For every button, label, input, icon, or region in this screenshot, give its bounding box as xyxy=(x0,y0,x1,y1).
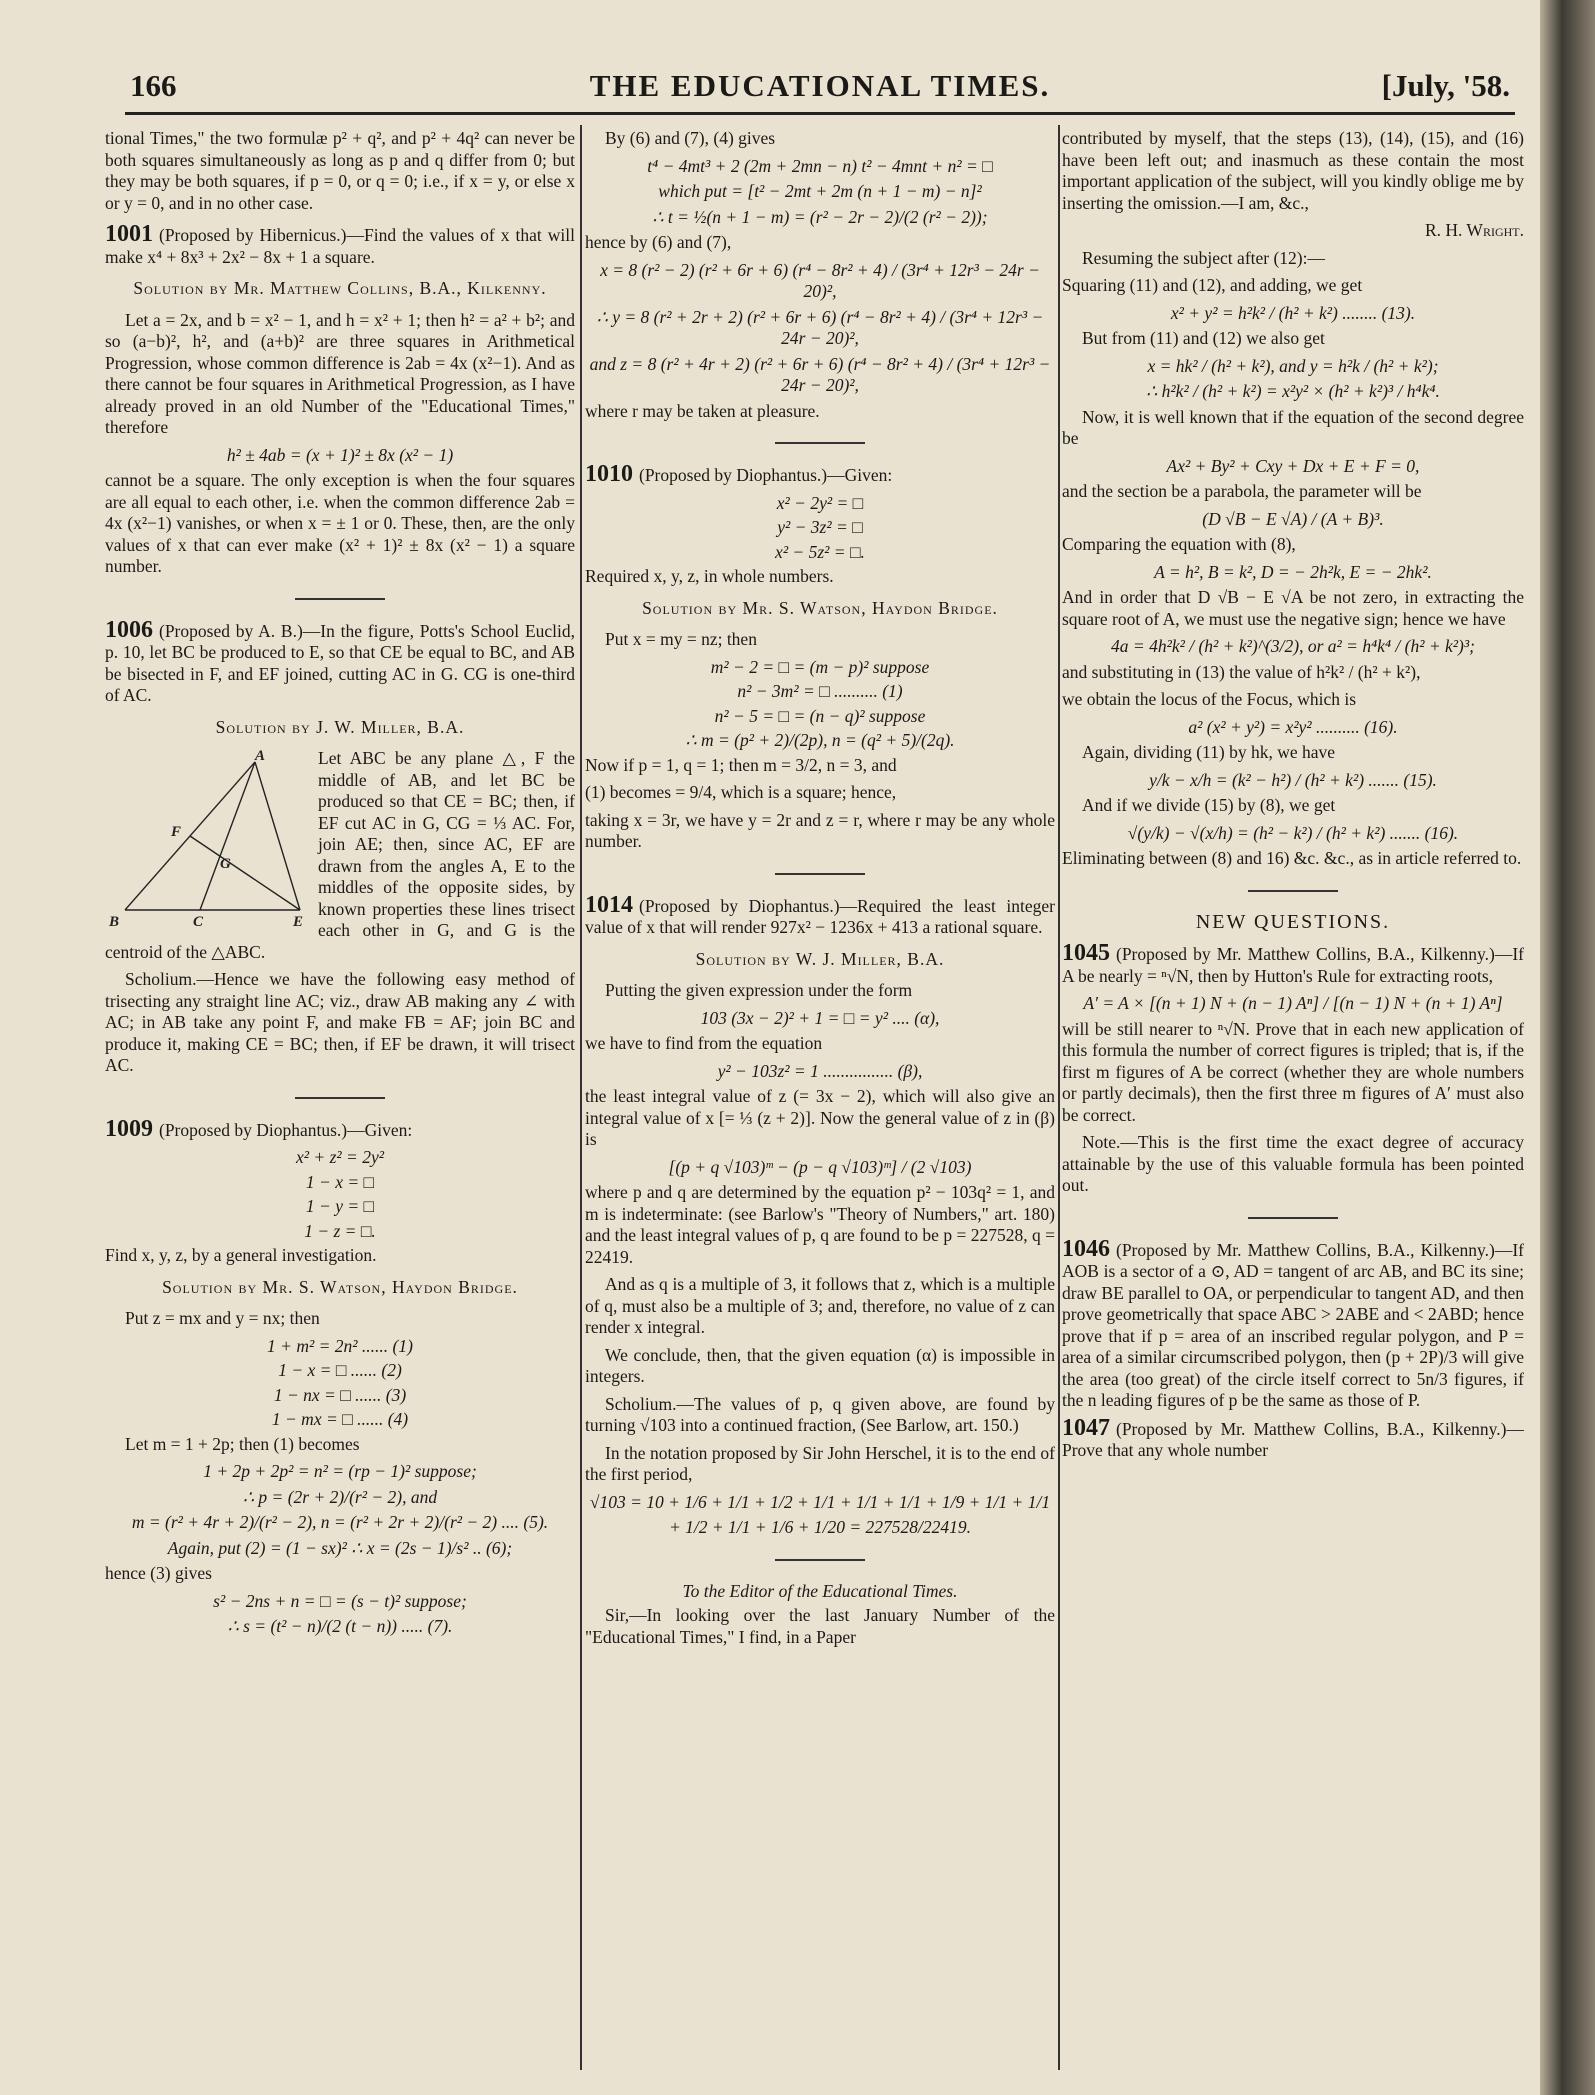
paragraph: And in order that D √B − E √A be not zero, in extracting the square root of A, we must use the negative sign; hence we have xyxy=(1062,587,1524,629)
label-b: B xyxy=(109,914,120,928)
equation: 1 − x = □ xyxy=(305,1171,375,1192)
section-separator xyxy=(295,598,385,600)
equation: 1 − mx = □ ...... (4) xyxy=(271,1409,409,1429)
question-1014 xyxy=(585,891,1055,939)
section-separator xyxy=(775,442,865,444)
equation: A = h², B = k², D = − 2h²k, E = − 2hk². xyxy=(1154,561,1432,582)
equation: y² − 3z² = □ xyxy=(777,517,863,537)
paragraph: Let m = 1 + 2p; then (1) becomes xyxy=(125,1433,360,1454)
column-divider-1 xyxy=(580,125,582,2070)
solution-heading: Solution by Mr. S. Watson, Haydon Bridge. xyxy=(642,597,998,618)
equation: + 1/2 + 1/1 + 1/6 + 1/20 = 227528/22419. xyxy=(668,1517,972,1537)
question-number: 1010 xyxy=(585,461,633,487)
journal-title: THE EDUCATIONAL TIMES. xyxy=(589,68,1051,103)
label-g: G xyxy=(220,856,231,872)
equation: ∴ p = (2r + 2)/(r² − 2), and xyxy=(242,1486,438,1507)
equation: x² − 5z² = □. xyxy=(775,541,865,562)
equation: m = (r² + 4r + 2)/(r² − 2), n = (r² + 2r + 2)/(r² − 2) .... (5). xyxy=(131,1512,549,1532)
equation: h² ± 4ab = (x + 1)² ± 8x (x² − 1) xyxy=(226,444,454,465)
column-3 xyxy=(1062,128,1524,2068)
question-number: 1009 xyxy=(105,1115,153,1142)
paragraph: Let a = 2x, and b = x² − 1, and h = x² + 1; then h² = a² + b²; and so (a−b)², h², and (a+b)² are three squares in Arithmetical Progression, whose common difference is 2ab = 4x (x²−1). And as there cannot be four squares in Arithmetical Progression, as I have already proved in an old Number of the "Educational Times," therefore xyxy=(105,309,575,437)
label-c: C xyxy=(193,914,204,928)
equation: t⁴ − 4mt³ + 2 (2m + 2mn − n) t² − 4mnt + n² = □ xyxy=(647,155,993,176)
equation: Again, put (2) = (1 − sx)² ∴ x = (2s − 1)/s² .. (6); xyxy=(167,1537,513,1558)
equation: √(y/k) − √(x/h) = (h² − k²) / (h² + k²) ....... (16). xyxy=(1127,822,1459,843)
question-number: 1045 xyxy=(1062,940,1110,966)
question-1009 xyxy=(105,1115,575,1142)
paragraph: will be still nearer to ⁿ√N. Prove that in each new application of this formula the number of correct figures is tripled; that is, if the first m figures of A be correct (whether they are whole numbers or partly decimals), then the first three m figures of A′ must also be correct. xyxy=(1062,1018,1524,1125)
page-binding-edge xyxy=(1540,0,1595,2095)
equation: 1 − x = □ ...... (2) xyxy=(278,1360,402,1380)
question-text: (Proposed by Mr. Matthew Collins, B.A., Kilkenny.)—If A be nearly = ⁿ√N, then by Hutton's Rule for extracting roots, xyxy=(1062,944,1524,986)
paragraph: Scholium.—The values of p, q given above, are found by turning √103 into a continued fraction, (See Barlow, art. 150.) xyxy=(585,1393,1055,1435)
question-text: (Proposed by Diophantus.)—Given: xyxy=(159,1119,413,1140)
paragraph: Putting the given expression under the form xyxy=(605,980,913,1000)
letter-heading: To the Editor of the Educational Times. xyxy=(682,1580,958,1601)
equation: ∴ s = (t² − n)/(2 (t − n)) ..... (7). xyxy=(227,1616,453,1636)
equation: A′ = A × [(n + 1) N + (n − 1) Aⁿ] / [(n − 1) N + (n + 1) Aⁿ] xyxy=(1083,993,1503,1013)
question-number: 1047 xyxy=(1062,1414,1110,1441)
equation: (D √B − E √A) / (A + B)³. xyxy=(1202,508,1384,529)
question-1006 xyxy=(105,616,575,707)
paragraph: In the notation proposed by Sir John Herschel, it is to the end of the first period, xyxy=(585,1442,1055,1484)
equation: ∴ y = 8 (r² + 2r + 2) (r² + 6r + 6) (r⁴ − 8r² + 4) / (3r⁴ + 12r³ − 24r − 20)², xyxy=(596,306,1044,348)
paragraph: cannot be a square. The only exception is when the four squares are all equal to each other, i.e. when the common difference 2ab = 4x (x²−1) vanishes, or when x = ± 1 or 0. These, then, are the only values of x that can ever make (x² + 1)² ± 8x (x² − 1) a square number. xyxy=(105,470,575,576)
signature: R. H. Wright. xyxy=(1424,220,1524,240)
question-text: (Proposed by Mr. Matthew Collins, B.A., Kilkenny.)—Prove that any whole number xyxy=(1062,1418,1524,1460)
paragraph: tional Times," the two formulæ p² + q², and p² + 4q² can never be both squares simultaneously as long as p and q differ from 0; but they may be both squares, if p = 0, or q = 0; i.e., if x = y, or else x or y = 0, and in no other case. xyxy=(105,128,575,213)
paragraph: Resuming the subject after (12):— xyxy=(1082,247,1325,268)
equation: a² (x² + y²) = x²y² .......... (16). xyxy=(1188,716,1398,737)
paragraph: Let ABC be any plane △, F the middle of AB, and let BC be produced so that CE = BC; then, if EF cut AC in G, CG = ⅓ AC. For, join AE; then, since AC, EF are drawn from the angles A, E to the middles of the opposite sides, by known properties these lines trisect each other in G, and G is the centroid of the △ABC. xyxy=(105,748,575,962)
question-1047 xyxy=(1062,1414,1524,1462)
equation: [(p + q √103)ᵐ − (p − q √103)ᵐ] / (2 √103) xyxy=(668,1156,972,1177)
page-number: 166 xyxy=(130,68,177,103)
question-text: (Proposed by Mr. Matthew Collins, B.A., Kilkenny.)—If AOB is a sector of a ⊙, AD = tangent of arc AB, and BC its sine; draw BE parallel to OA, or perpendicular to tangent AD, and then prove geometrically that space ABC > 2ABE and < 2ABD; hence prove that if p = area of an inscribed regular polygon, and P = area of a similar circumscribed polygon, then (p + 2P)/3 will give the area (too great) of the circle itself correct to 5n/3 figures, if the n leading figures of p be the same as those of P. xyxy=(1062,1239,1524,1410)
new-questions-heading: NEW QUESTIONS. xyxy=(1195,910,1391,933)
equation: x² + z² = 2y² xyxy=(296,1147,384,1167)
paragraph: And if we divide (15) by (8), we get xyxy=(1082,795,1336,815)
paragraph: We conclude, then, that the given equation (α) is impossible in integers. xyxy=(585,1344,1055,1386)
equation: ∴ h²k² / (h² + k²) = x²y² × (h² + k²)³ / h⁴k⁴. xyxy=(1146,381,1440,401)
paragraph: where r may be taken at pleasure. xyxy=(585,400,820,421)
paragraph: contributed by myself, that the steps (13), (14), (15), and (16) have been left out; and inasmuch as these contain the most important application of the subject, will you kindly oblige me by inserting the omission.—I am, &c., xyxy=(1062,128,1524,213)
section-separator xyxy=(775,873,865,875)
paragraph: Scholium.—Hence we have the following easy method of trisecting any straight line AC; viz., draw AB making any ∠ with AC; in AB take any point F, and make FB = AF; join BC and produce it, making CE = BC; then, if EF be drawn, it will trisect AC. xyxy=(105,969,575,1075)
triangle-figure xyxy=(105,750,310,928)
paragraph: Squaring (11) and (12), and adding, we get xyxy=(1062,275,1363,295)
equation: n² − 3m² = □ .......... (1) xyxy=(737,681,903,701)
label-f: F xyxy=(171,824,182,840)
solution-heading: Solution by W. J. Miller, B.A. xyxy=(695,948,945,969)
paragraph: where p and q are determined by the equation p² − 103q² = 1, and m is indeterminate: (see Barlow's "Theory of Numbers," art. 180) and the least integral values of p, q are found to be p = 227528, q = 22419. xyxy=(585,1182,1055,1267)
question-number: 1001 xyxy=(105,221,153,247)
paragraph: hence by (6) and (7), xyxy=(585,232,732,252)
masthead xyxy=(130,68,1510,118)
paragraph: we have to find from the equation xyxy=(585,1033,823,1053)
question-number: 1006 xyxy=(105,616,153,643)
equation: x = 8 (r² − 2) (r² + 6r + 6) (r⁴ − 8r² + 4) / (3r⁴ + 12r³ − 24r − 20)², xyxy=(600,259,1040,301)
column-1 xyxy=(105,128,575,2068)
solution-heading: Solution by J. W. Miller, B.A. xyxy=(215,716,465,737)
question-text: (Proposed by Hibernicus.)—Find the values of x that will make x⁴ + 8x³ + 2x² − 8x + 1 a square. xyxy=(105,225,575,267)
paragraph: (1) becomes = 9/4, which is a square; hence, xyxy=(585,782,897,802)
section-separator xyxy=(1248,1217,1338,1219)
paragraph: But from (11) and (12) we also get xyxy=(1082,328,1325,348)
column-divider-2 xyxy=(1058,125,1060,2070)
equation: and z = 8 (r² + 4r + 2) (r² + 6r + 6) (r⁴ − 8r² + 4) / (3r⁴ + 12r³ − 24r − 20)², xyxy=(589,353,1051,395)
equation: which put = [t² − 2mt + 2m (n + 1 − m) − n]² xyxy=(658,181,982,201)
equation: 1 + m² = 2n² ...... (1) xyxy=(267,1335,413,1356)
paragraph: Put x = my = nz; then xyxy=(605,629,757,649)
equation: y/k − x/h = (k² − h²) / (h² + k²) ....... (15). xyxy=(1149,769,1437,790)
header-rule xyxy=(125,112,1515,115)
paragraph: And as q is a multiple of 3, it follows that z, which is a multiple of q, must also be a multiple of 3; and, therefore, no value of z can render x integral. xyxy=(585,1274,1055,1337)
line-fe xyxy=(190,836,300,910)
paragraph: Required x, y, z, in whole numbers. xyxy=(585,566,834,586)
question-1046 xyxy=(1062,1235,1524,1412)
equation: m² − 2 = □ = (m − p)² suppose xyxy=(710,656,930,677)
equation: 1 + 2p + 2p² = n² = (rp − 1)² suppose; xyxy=(203,1461,477,1481)
question-number: 1014 xyxy=(585,891,633,918)
line-ac xyxy=(200,762,255,910)
solution-heading: Solution by Mr. Matthew Collins, B.A., Kilkenny. xyxy=(133,278,547,298)
paragraph: Put z = mx and y = nx; then xyxy=(125,1308,320,1328)
equation: y² − 103z² = 1 ................ (β), xyxy=(717,1060,923,1081)
equation: 1 − nx = □ ...... (3) xyxy=(273,1384,407,1405)
paragraph: Sir,—In looking over the last January Number of the "Educational Times," I find, in a Paper xyxy=(585,1605,1055,1647)
equation: x² + y² = h²k² / (h² + k²) ........ (13). xyxy=(1170,302,1416,323)
question-1010 xyxy=(585,461,1055,487)
paragraph: Note.—This is the first time the exact degree of accuracy attainable by the use of this valuable formula has been pointed out. xyxy=(1062,1132,1524,1195)
paragraph: and substituting in (13) the value of h²k² / (h² + k²), xyxy=(1062,661,1421,682)
equation: Ax² + By² + Cxy + Dx + E + F = 0, xyxy=(1166,455,1420,476)
issue-date: [July, '58. xyxy=(1381,68,1510,103)
question-1001 xyxy=(105,221,575,268)
equation: n² − 5 = □ = (n − q)² suppose xyxy=(714,705,926,726)
paragraph: By (6) and (7), (4) gives xyxy=(605,128,776,148)
equation: ∴ t = ½(n + 1 − m) = (r² − 2r − 2)/(2 (r² − 2)); xyxy=(652,206,988,227)
question-text: (Proposed by Diophantus.)—Required the least integer value of x that will render 927x² − 1236x + 413 a rational square. xyxy=(585,895,1055,937)
paragraph: hence (3) gives xyxy=(105,1563,212,1583)
label-a: A xyxy=(255,750,266,764)
question-text: (Proposed by A. B.)—In the figure, Potts's School Euclid, p. 10, let BC be produced to E, so that CE be equal to BC, and AB be bisected in F, and EF joined, cutting AC in G. CG is one-third of AC. xyxy=(105,620,575,705)
section-separator xyxy=(295,1097,385,1099)
equation: 1 − y = □ xyxy=(305,1196,375,1216)
label-e: E xyxy=(293,914,304,928)
paragraph: the least integral value of z (= 3x − 2), which will also give an integral value of x [= ⅓ (z + 2)]. Now the general value of z in (β) is xyxy=(585,1086,1055,1149)
paragraph: Now, it is well known that if the equation of the second degree be xyxy=(1062,406,1524,448)
paragraph: Now if p = 1, q = 1; then m = 3/2, n = 3, and xyxy=(585,754,897,775)
equation: √103 = 10 + 1/6 + 1/1 + 1/2 + 1/1 + 1/1 + 1/1 + 1/9 + 1/1 + 1/1 xyxy=(589,1491,1051,1512)
section-separator xyxy=(775,1559,865,1561)
paragraph: taking x = 3r, we have y = 2r and z = r, where r may be any whole number. xyxy=(585,809,1055,851)
solution-heading: Solution by Mr. S. Watson, Haydon Bridge. xyxy=(162,1276,518,1297)
equation: ∴ m = (p² + 2)/(2p), n = (q² + 5)/(2q). xyxy=(685,730,955,750)
question-text: (Proposed by Diophantus.)—Given: xyxy=(639,465,893,485)
line-ae xyxy=(255,762,300,910)
paragraph: Again, dividing (11) by hk, we have xyxy=(1082,742,1336,762)
equation: 1 − z = □. xyxy=(304,1220,376,1241)
equation: x = hk² / (h² + k²), and y = h²k / (h² + k²); xyxy=(1147,355,1439,376)
section-separator xyxy=(1248,890,1338,892)
paragraph: and the section be a parabola, the parameter will be xyxy=(1062,481,1422,501)
equation: x² − 2y² = □ xyxy=(776,492,864,513)
question-1045 xyxy=(1062,940,1524,987)
paragraph: Find x, y, z, by a general investigation. xyxy=(105,1245,377,1265)
equation: 103 (3x − 2)² + 1 = □ = y² .... (α), xyxy=(700,1007,940,1028)
paragraph: we obtain the locus of the Focus, which is xyxy=(1062,689,1357,709)
question-number: 1046 xyxy=(1062,1235,1110,1262)
column-2 xyxy=(585,128,1055,2068)
equation: s² − 2ns + n = □ = (s − t)² suppose; xyxy=(213,1590,467,1611)
paragraph: Eliminating between (8) and 16) &c. &c., as in article referred to. xyxy=(1062,848,1522,868)
paragraph: Comparing the equation with (8), xyxy=(1062,534,1296,554)
equation: 4a = 4h²k² / (h² + k²)^(3/2), or a² = h⁴k⁴ / (h² + k²)³; xyxy=(1111,636,1475,656)
